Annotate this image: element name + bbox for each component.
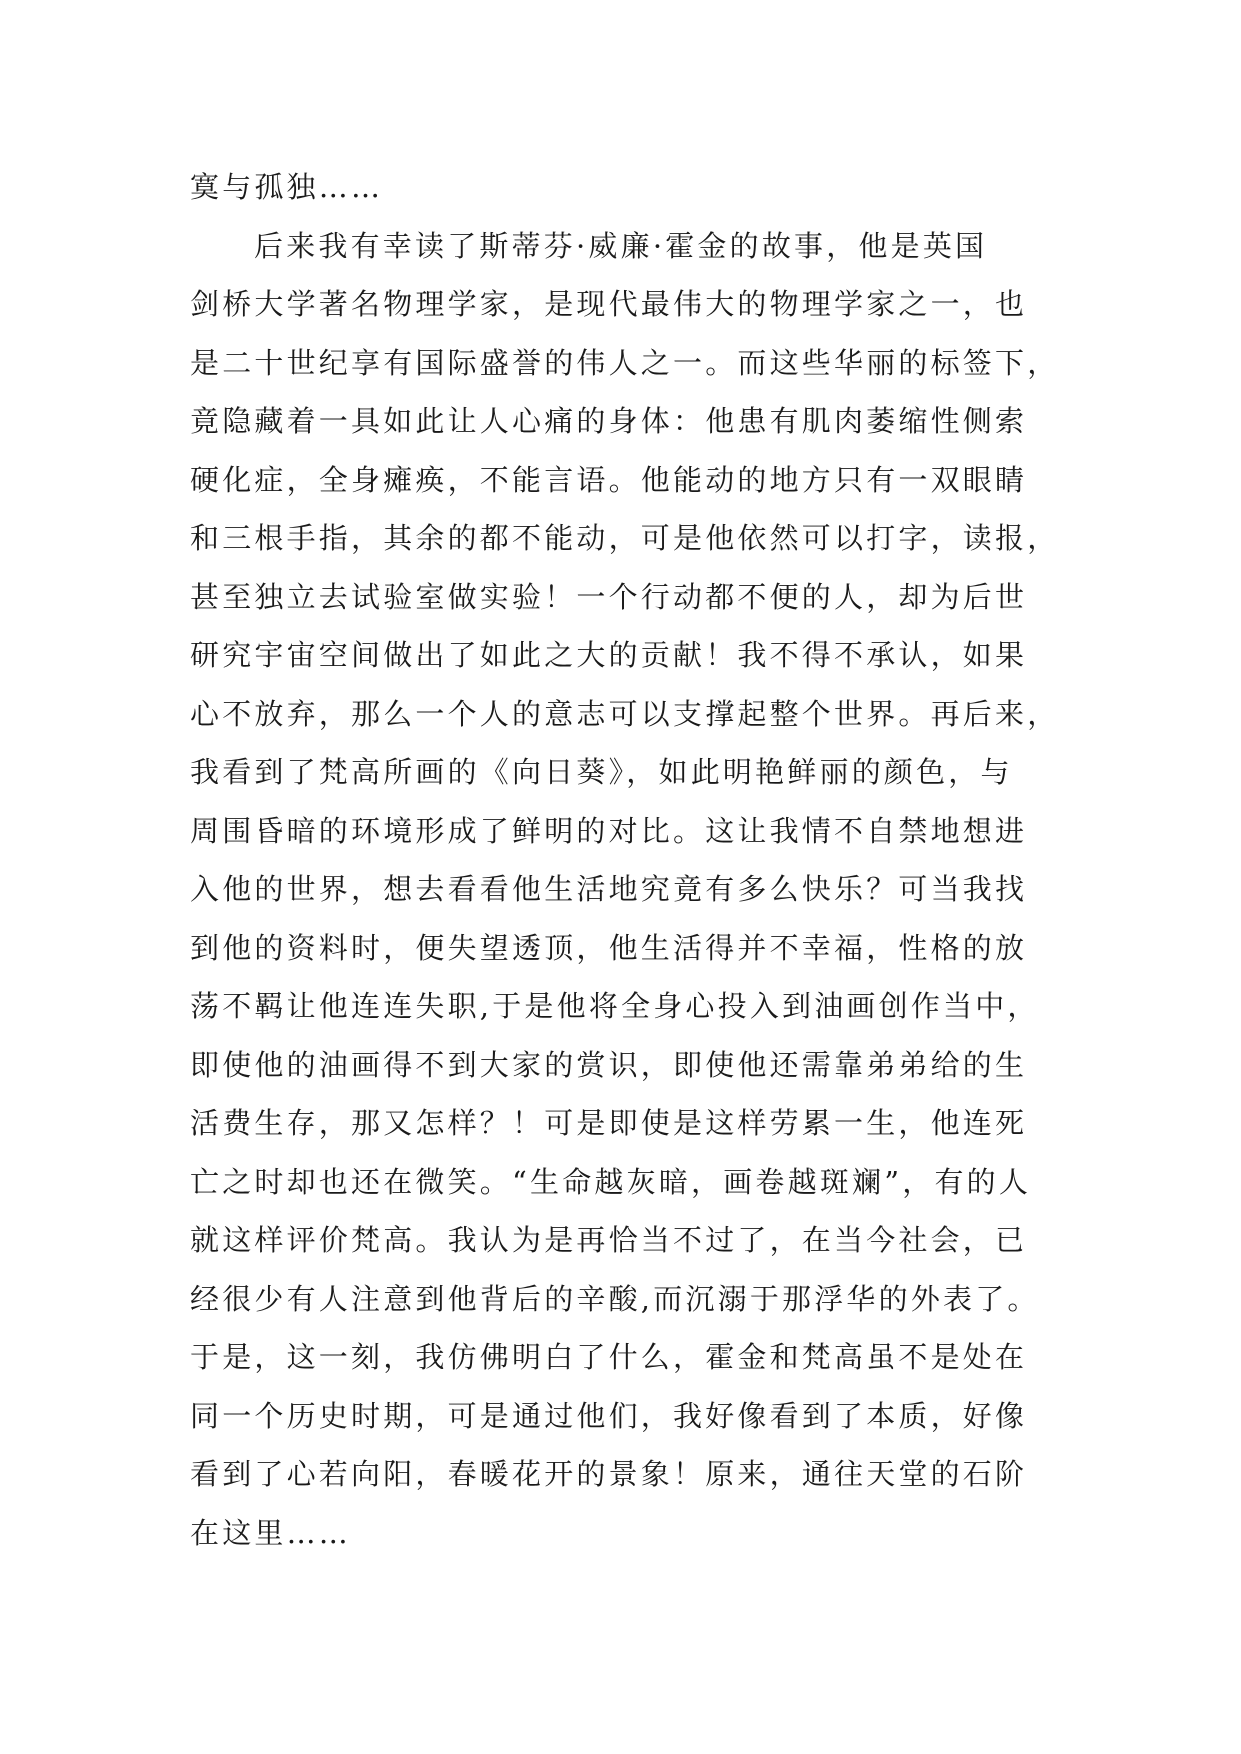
text-line: 同一个历史时期，可是通过他们，我好像看到了本质，好像 — [190, 1398, 1028, 1433]
text-line: 经很少有人注意到他背后的辛酸,而沉溺于那浮华的外表了。 — [190, 1281, 1040, 1316]
text-line: 荡不羁让他连连失职,于是他将全身心投入到油画创作当中， — [190, 989, 1040, 1023]
text-line: 于是，这一刻，我仿佛明白了什么，霍金和梵高虽不是处在 — [190, 1340, 1028, 1374]
text-line: 竟隐藏着一具如此让人心痛的身体：他患有肌肉萎缩性侧索 — [190, 404, 1028, 438]
text-line: 后来我有幸读了斯蒂芬·威廉·霍金的故事，他是英国 — [254, 228, 988, 263]
text-line: 入他的世界，想去看看他生活地究竟有多么快乐？可当我找 — [190, 872, 1028, 906]
text-line: 在这里…… — [190, 1515, 352, 1550]
text-line: 剑桥大学著名物理学家，是现代最伟大的物理学家之一，也 — [190, 287, 1028, 321]
text-line: 就这样评价梵高。我认为是再恰当不过了，在当今社会，已 — [190, 1223, 1028, 1257]
text-line: 寞与孤独…… — [190, 170, 384, 204]
text-line: 即使他的油画得不到大家的赏识，即使他还需靠弟弟给的生 — [190, 1047, 1028, 1082]
text-line: 是二十世纪享有国际盛誉的伟人之一。而这些华丽的标签下， — [190, 345, 1060, 380]
text-line: 看到了心若向阳，春暖花开的景象！原来，通往天堂的石阶 — [190, 1457, 1028, 1491]
text-line: 和三根手指，其余的都不能动，可是他依然可以打字，读报， — [190, 521, 1060, 555]
text-line: 心不放弃，那么一个人的意志可以支撑起整个世界。再后来， — [190, 696, 1060, 731]
body-text — [190, 158, 1060, 1562]
text-line: 到他的资料时，便失望透顶，他生活得并不幸福，性格的放 — [190, 930, 1028, 965]
text-line: 亡之时却也还在微笑。“生命越灰暗，画卷越斑斓”，有的人 — [190, 1164, 1032, 1199]
text-line: 周围昏暗的环境形成了鲜明的对比。这让我情不自禁地想进 — [190, 813, 1028, 848]
text-line: 硬化症，全身瘫痪，不能言语。他能动的地方只有一双眼睛 — [190, 462, 1028, 497]
text-line: 我看到了梵高所画的《向日葵》，如此明艳鲜丽的颜色，与 — [190, 755, 1013, 789]
text-line: 甚至独立去试验室做实验！一个行动都不便的人，却为后世 — [190, 579, 1028, 614]
text-line: 活费生存，那又怎样？！可是即使是这样劳累一生，他连死 — [190, 1106, 1028, 1140]
text-line: 研究宇宙空间做出了如此之大的贡献！我不得不承认，如果 — [190, 638, 1028, 672]
